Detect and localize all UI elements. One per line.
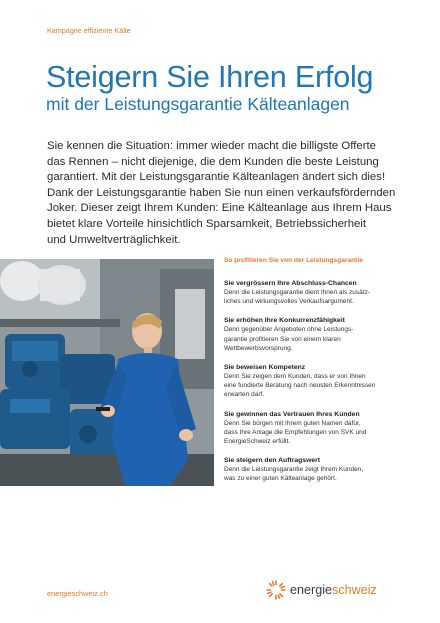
intro-line: Joker. Dieser zeigt Ihrem Kunden: Eine Kälteanlage aus Ihrem Haus (47, 202, 392, 215)
kicker: Kampagne effiziente Kälte (47, 26, 131, 35)
benefit-heading: Sie beweisen Kompetenz (224, 364, 306, 372)
intro-line: und Umweltverträglichkeit. (47, 233, 181, 246)
intro-line: Dank der Leistungsgarantie haben Sie nun einen verkaufsfördernden (47, 186, 396, 199)
benefit-item (224, 410, 424, 447)
benefit-heading: Sie steigern den Auftragswert (224, 457, 321, 465)
benefit-text: EnergieSchweiz erfüllt. (224, 438, 291, 446)
page-title: Steigern Sie Ihren Erfolg (46, 60, 374, 94)
benefit-text: Denn Sie zeigen dem Kunden, dass er von Ihnen (224, 373, 366, 381)
intro-paragraph (47, 139, 407, 248)
benefit-item (224, 279, 424, 306)
benefit-text: was zu einer guten Kälteanlage gehört. (224, 475, 337, 483)
benefit-text: Denn Sie bürgen mit Ihrem guten Namen dafür, (224, 419, 361, 427)
logo-text-part2: schweiz (332, 583, 377, 597)
benefit-text: dass Ihre Anlage die Empfehlungen von SVK und (224, 428, 367, 436)
photo-illustration (0, 259, 214, 486)
page-subtitle: mit der Leistungsgarantie Kälteanlagen (46, 94, 350, 114)
benefits-panel (224, 257, 424, 494)
benefit-item (224, 316, 424, 353)
intro-line: das Rennen – nicht diejenige, die dem Kunden die beste Leistung (47, 155, 379, 168)
headline-block (46, 60, 426, 114)
benefit-heading: Sie erhöhen Ihre Konkurrenzfähigkeit (224, 317, 345, 325)
benefit-text: Wettbewerbsvorsprung. (224, 344, 293, 352)
benefit-text: Denn gegenüber Angeboten ohne Leistungs- (224, 326, 354, 334)
benefit-item (224, 363, 424, 400)
benefit-item (224, 456, 424, 483)
energieschweiz-logo (266, 580, 377, 600)
intro-line: garantiert. Mit der Leistungsgarantie Kälteanlagen ändert sich dies! (47, 171, 386, 184)
intro-line: bietet klare Vorteile hinsichtlich Sparsamkeit, Betriebssicherheit (47, 217, 367, 230)
intro-line: Sie kennen die Situation: immer wieder macht die billigste Offerte (47, 140, 377, 152)
logo-text-part1: energie (290, 583, 333, 597)
technician-photo (0, 259, 214, 486)
sun-icon (266, 580, 286, 600)
benefit-text: garantie profitieren Sie von einem klaren (224, 335, 341, 343)
benefit-text: erwarten darf. (224, 391, 265, 399)
benefit-text: liches und wirkungsvolles Verkaufsargument. (224, 298, 354, 306)
benefit-text: Denn die Leistungsgarantie zeigt Ihrem Kunden, (224, 466, 364, 474)
logo-wordmark (290, 583, 377, 597)
benefit-text: Denn die Leistungsgarantie dient Ihnen als zusätz- (224, 289, 370, 296)
website-link[interactable]: energieschweiz.ch (47, 589, 108, 598)
benefit-heading: Sie vergrössern Ihre Abschluss-Chancen (224, 280, 357, 287)
benefit-heading: Sie gewinnen das Vertrauen Ihres Kunden (224, 410, 360, 418)
benefits-title: So profitieren Sie von der Leistungsgarantie (224, 257, 363, 264)
benefit-text: eine fundierte Beratung nach neusten Erkenntnissen (224, 382, 376, 390)
